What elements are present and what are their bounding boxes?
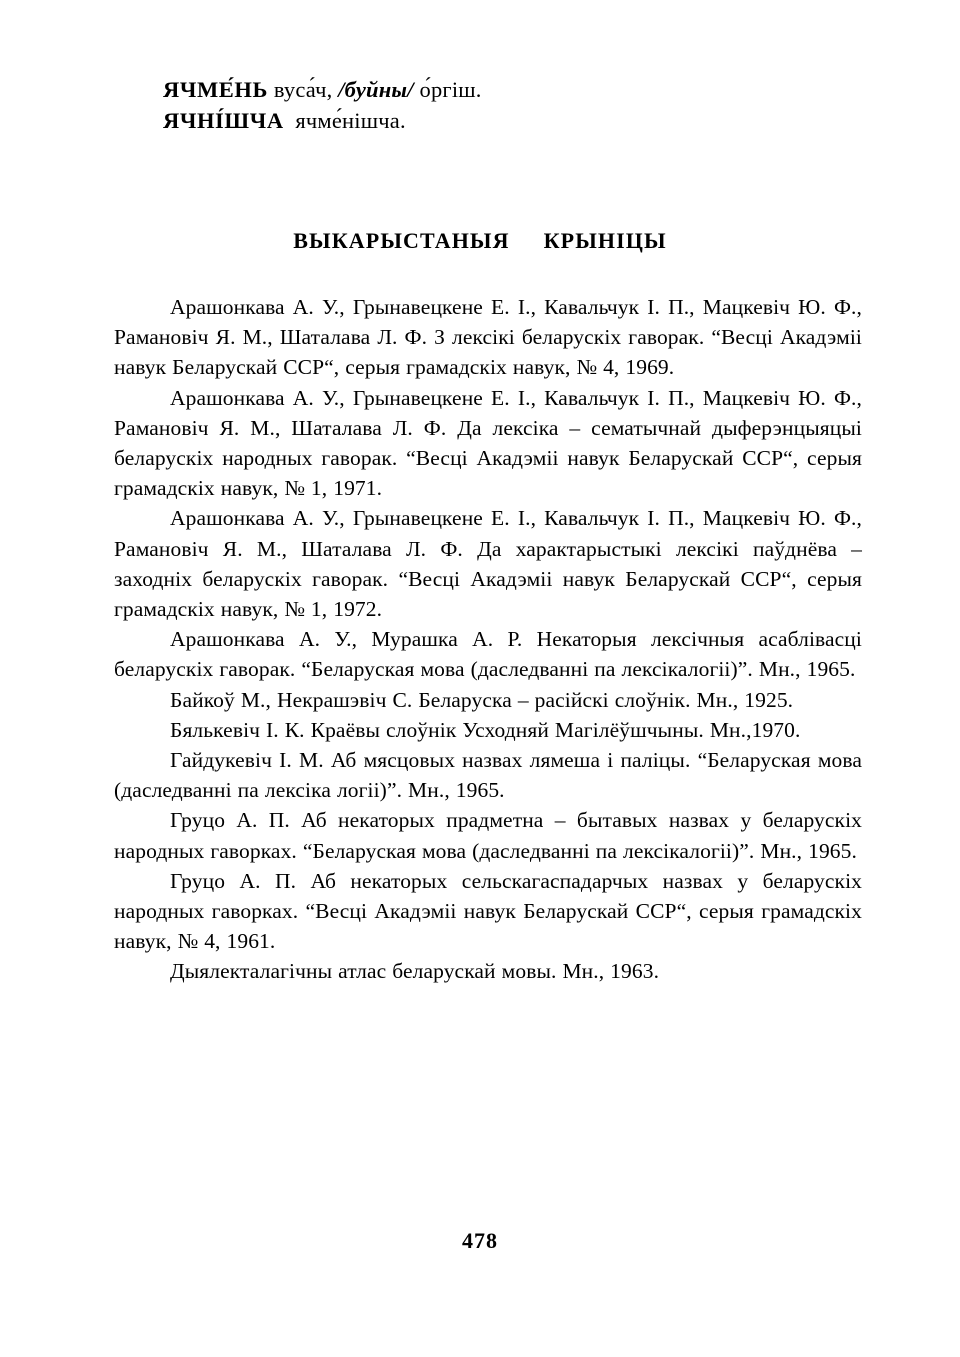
section-heading <box>0 228 960 254</box>
page-number: 478 <box>462 1228 498 1253</box>
bibliography-entry: Дыялекталагічны атлас беларускай мовы. Мн., 1963. <box>170 959 660 984</box>
section-heading-word-1: ВЫКАРЫСТАНЫЯ <box>293 228 510 253</box>
bibliography-entry: Арашонкава А. У., Мурашка А. Р. Некаторыя лексічныя асаблівасці беларускіх гаворак. “Беларуская мова (даследванні па лексікалогіі)”. Мн., 1965. <box>114 627 862 682</box>
bibliography-entry: Гайдукевіч І. М. Аб мясцовых назвах лямеша і паліцы. “Беларуская мова (даследванні па лексіка логіі)”. Мн., 1965. <box>114 748 862 803</box>
bibliography-entry: Арашонкава А. У., Грынавецкене Е. І., Кавальчук І. П., Мацкевіч Ю. Ф., Рамановіч Я. М., Шаталава Л. Ф. Да характарыстыкі лексікі паўднёва – заходніх беларускіх гаворак. “Весці Акадэміі навук Беларускай ССР“, серыя грамадскіх навук, № 1, 1972. <box>114 506 862 622</box>
bibliography-entry: Арашонкава А. У., Грынавецкене Е. І., Кавальчук І. П., Мацкевіч Ю. Ф., Рамановіч Я. М., Шаталава Л. Ф. Да лексіка – сематычнай дыферэнцыяцыі беларускіх народных гаворак. “Весці Акадэміі навук Беларускай ССР“, серыя грамадскіх навук, № 1, 1971. <box>114 385 862 501</box>
bibliography-entry: Бялькевіч І. К. Краёвы слоўнік Усходняй Магілёўшчыны. Мн.,1970. <box>170 717 801 742</box>
entry-gloss-italic: /буйны/ <box>338 77 414 102</box>
dictionary-entry <box>163 74 863 105</box>
entry-headword: ЯЧНІ́ШЧА <box>163 108 284 133</box>
section-heading-word-2: КРЫНІЦЫ <box>543 228 667 253</box>
bibliography-entry: Байкоў М., Некрашэвіч С. Беларуска – расійскі слоўнік. Мн., 1925. <box>170 687 794 712</box>
bibliography-list <box>114 292 862 987</box>
entry-gloss: ячме́нішча. <box>295 108 406 133</box>
bibliography-entry: Груцо А. П. Аб некаторых сельскагаспадарчых назвах у беларускіх народных гаворках. “Весці Акадэміі навук Беларускай ССР“, серыя грамадскіх навук, № 4, 1961. <box>114 868 862 954</box>
bibliography-entry: Арашонкава А. У., Грынавецкене Е. І., Кавальчук І. П., Мацкевіч Ю. Ф., Рамановіч Я. М., Шаталава Л. Ф. З лексікі беларускіх гаворак. “Весці Акадэміі навук Беларускай ССР“, серыя грамадскіх навук, № 4, 1969. <box>114 295 862 380</box>
entry-gloss-tail: о́ргіш. <box>419 77 482 102</box>
dictionary-entries <box>163 74 863 136</box>
bibliography-entry: Груцо А. П. Аб некаторых прадметна – бытавых назвах у беларускіх народных гаворках. “Беларуская мова (даследванні па лексікалогіі)”. Мн., 1965. <box>114 808 862 863</box>
dictionary-entry <box>163 105 863 136</box>
entry-headword: ЯЧМЕ́НЬ <box>163 77 268 102</box>
entry-gloss: вуса́ч, <box>273 77 333 102</box>
